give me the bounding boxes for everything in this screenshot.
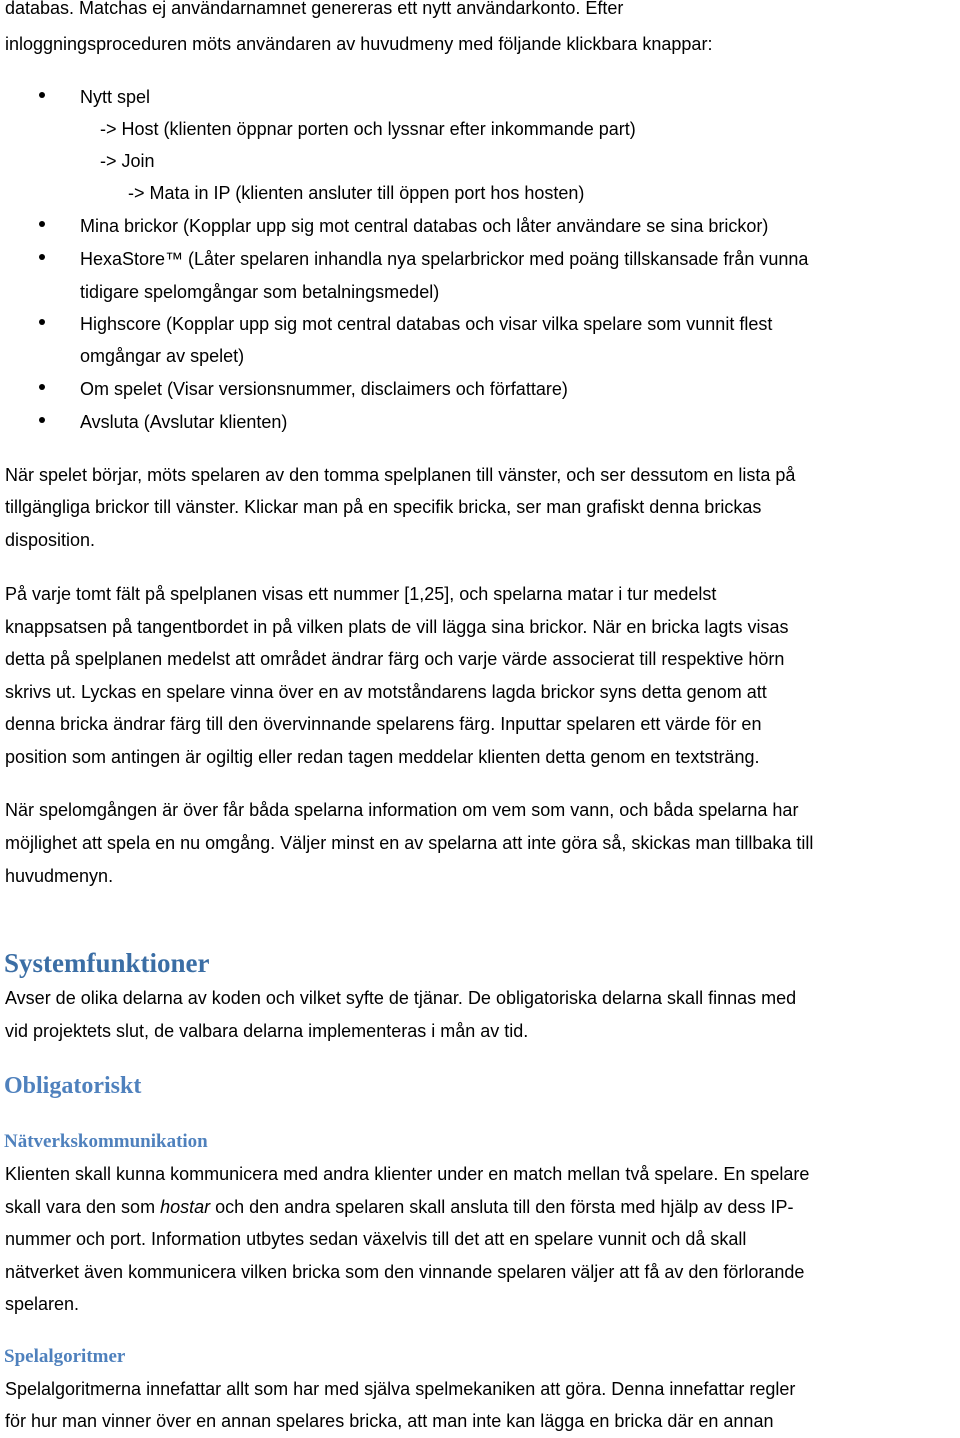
list-item-om-spelet: Om spelet (Visar versionsnummer, disclaimers och författare): [80, 379, 568, 399]
list-item-hexastore: HexaStore™ (Låter spelaren inhandla nya spelarbrickor med poäng tillskansade från vunna: [80, 249, 809, 269]
heading-natverkskommunikation: Nätverkskommunikation: [4, 1131, 208, 1152]
paragraph-line: disposition.: [5, 530, 96, 550]
bullet-icon: [39, 319, 45, 325]
heading-systemfunktioner: Systemfunktioner: [4, 948, 210, 978]
bullet-icon: [39, 92, 45, 98]
list-item-highscore: Highscore (Kopplar upp sig mot central databas och visar vilka spelare som vunnit flest: [80, 314, 773, 334]
text-fragment: och den andra spelaren skall ansluta till den första med hjälp av dess IP-: [210, 1197, 794, 1217]
paragraph-line: skrivs ut. Lyckas en spelare vinna över en av motståndarens lagda brickor syns detta genom att: [5, 682, 767, 702]
list-item-highscore-cont: omgångar av spelet): [80, 346, 245, 366]
bullet-icon: [39, 221, 45, 227]
paragraph-line: Spelalgoritmerna innefattar allt som har med själva spelmekaniken att göra. Denna innefattar regler: [5, 1379, 796, 1399]
list-item-avsluta: Avsluta (Avslutar klienten): [80, 412, 288, 432]
text-fragment: skall vara den som: [5, 1197, 161, 1217]
paragraph-line: position som antingen är ogiltig eller redan tagen meddelar klienten detta genom en textsträng.: [5, 747, 760, 767]
intro-line: databas. Matchas ej användarnamnet genereras ett nytt användarkonto. Efter: [5, 0, 624, 18]
paragraph-line: spelaren.: [5, 1294, 80, 1314]
paragraph-line: Avser de olika delarna av koden och vilket syfte de tjänar. De obligatoriska delarna skall finnas med: [5, 988, 797, 1008]
paragraph-line: denna bricka ändrar färg till den övervinnande spelarens färg. Inputtar spelaren ett värde för en: [5, 714, 762, 734]
list-subitem-join: -> Join: [100, 151, 155, 171]
list-subitem-host: -> Host (klienten öppnar porten och lyssnar efter inkommande part): [100, 119, 636, 139]
heading-spelalgoritmer: Spelalgoritmer: [4, 1346, 126, 1367]
intro-line: inloggningsproceduren möts användaren av huvudmeny med följande klickbara knappar:: [5, 34, 713, 54]
bullet-icon: [39, 417, 45, 423]
bullet-icon: [39, 254, 45, 260]
heading-obligatoriskt: Obligatoriskt: [4, 1073, 142, 1099]
paragraph-line: nummer och port. Information utbytes sedan växelvis till det att en spelare vunnit och då skall: [5, 1229, 747, 1249]
paragraph-line: När spelomgången är över får båda spelarna information om vem som vann, och båda spelarna har: [5, 800, 799, 820]
paragraph-line: detta på spelplanen medelst att området ändrar färg och varje värde associerat till respektive hörn: [5, 649, 785, 669]
paragraph-line: för hur man vinner över en annan spelares bricka, att man inte kan lägga en bricka där en annan: [5, 1411, 774, 1431]
bullet-icon: [39, 384, 45, 390]
paragraph-line: På varje tomt fält på spelplanen visas ett nummer [1,25], och spelarna matar i tur medelst: [5, 584, 717, 604]
paragraph-line: När spelet börjar, möts spelaren av den tomma spelplanen till vänster, och ser dessutom en lista på: [5, 465, 796, 485]
emphasis-hostar: hostar: [160, 1197, 211, 1217]
paragraph-line: [5, 1191, 793, 1224]
paragraph-line: nätverket även kommunicera vilken bricka som den vinnande spelaren väljer att få av den förlorande: [5, 1262, 805, 1282]
paragraph-line: knappsatsen på tangentbordet in på vilken plats de vill lägga sina brickor. När en bricka lagts visas: [5, 617, 789, 637]
list-item-mina-brickor: Mina brickor (Kopplar upp sig mot central databas och låter användare se sina brickor): [80, 216, 769, 236]
paragraph-line: vid projektets slut, de valbara delarna implementeras i mån av tid.: [5, 1021, 529, 1041]
paragraph-line: Klienten skall kunna kommunicera med andra klienter under en match mellan två spelare. En spelare: [5, 1164, 810, 1184]
list-item-hexastore-cont: tidigare spelomgångar som betalningsmedel): [80, 282, 440, 302]
list-subitem-mata-in-ip: -> Mata in IP (klienten ansluter till öppen port hos hosten): [128, 183, 585, 203]
paragraph-line: möjlighet att spela en nu omgång. Väljer minst en av spelarna att inte göra så, skickas man tillbaka till: [5, 833, 814, 853]
paragraph-line: tillgängliga brickor till vänster. Klickar man på en specifik bricka, ser man grafiskt denna brickas: [5, 497, 762, 517]
list-item-nytt-spel: Nytt spel: [80, 87, 151, 107]
paragraph-line: huvudmenyn.: [5, 866, 114, 886]
